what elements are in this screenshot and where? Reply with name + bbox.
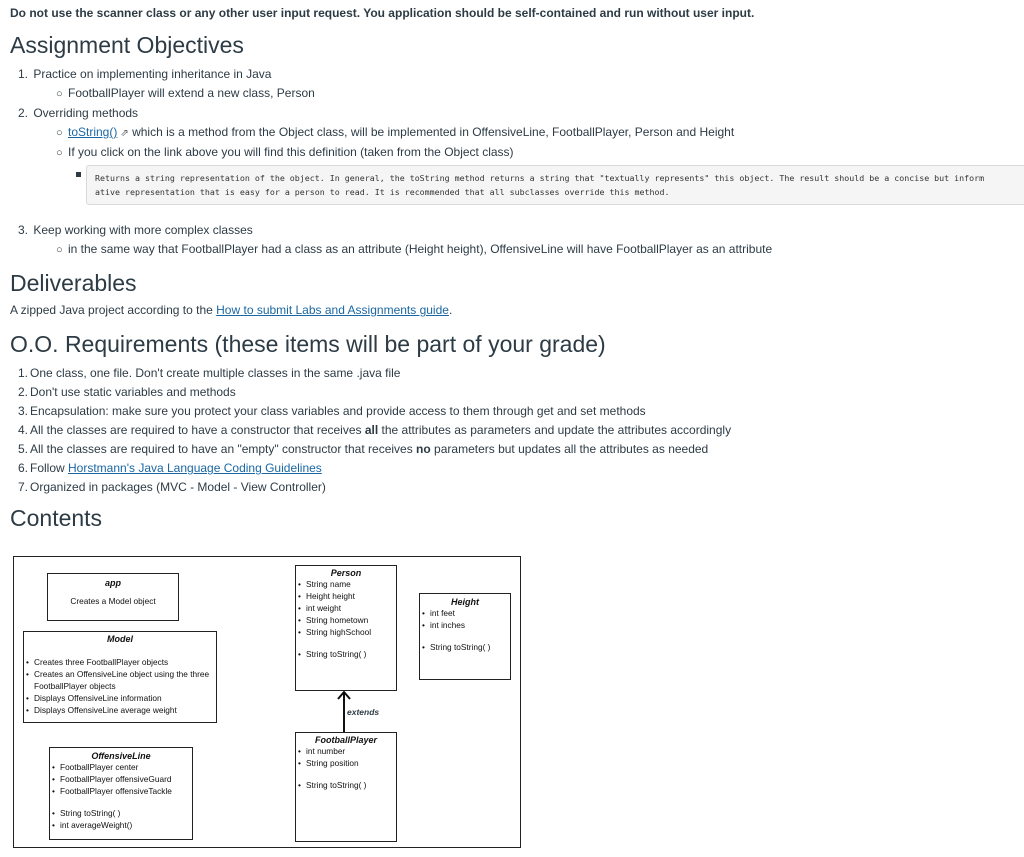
- code-block-row: [76, 165, 1014, 205]
- requirements-list: [10, 364, 1014, 497]
- footballplayer-class-box: FootballPlayer • int number • String position • String toString( ): [295, 732, 397, 842]
- list-item: 4. All the classes are required to have a constructor that receives all the attributes as parameters and update the attributes accordingly: [18, 423, 732, 437]
- requirements-heading: O.O. Requirements (these items will be part of your grade): [10, 331, 606, 357]
- top-note: Do not use the scanner class or any other user input request. You application should be self-contained and run without user input.: [10, 6, 755, 20]
- list-item: 1. One class, one file. Don't create multiple classes in the same .java file: [18, 366, 401, 380]
- model-class-box: Model • Creates three FootballPlayer objects • Creates an OffensiveLine object using the three FootballPlayer objects • Displays OffensiveLine information • Displays OffensiveLine average weight: [23, 631, 217, 723]
- list-item: 1. Practice on implementing inheritance in Java ○ FootballPlayer will extend a new class, Person: [10, 65, 1014, 104]
- list-item: 3. Encapsulation: make sure you protect your class variables and provide access to them through get and set methods: [18, 404, 646, 418]
- list-item: 2. Don't use static variables and methods: [18, 385, 236, 399]
- list-item: ○ in the same way that FootballPlayer had a class as an attribute (Height height), OffensiveLine will have FootballPlayer as an attribute: [56, 242, 773, 256]
- height-class-box: Height • int feet • int inches • String toString( ): [419, 593, 511, 680]
- list-item: ○ FootballPlayer will extend a new class, Person: [56, 86, 315, 100]
- person-class-box: Person • String name • Height height • int weight • String hometown • String highSchool • String toString( ): [295, 565, 397, 691]
- tostring-link[interactable]: toString(): [68, 125, 118, 139]
- external-link-icon: ⇗: [120, 128, 129, 139]
- contents-heading: Contents: [10, 505, 103, 531]
- list-item: 7. Organized in packages (MVC - Model - View Controller): [18, 480, 326, 494]
- objectives-list: [10, 65, 1014, 260]
- square-bullet-icon: [76, 172, 81, 177]
- list-item: ○ toString() ⇗ which is a method from the Object class, will be implemented in OffensiveLine, FootballPlayer, Person and Height: [56, 125, 735, 139]
- extends-label: extends: [347, 707, 380, 717]
- offensiveline-class-box: OffensiveLine • FootballPlayer center • FootballPlayer offensiveGuard • FootballPlayer offensiveTackle • String toString( ) • int averageWeight(): [49, 747, 193, 840]
- list-item: 6. Follow Horstmann's Java Language Coding Guidelines: [18, 461, 322, 475]
- code-block: Returns a string representation of the object. In general, the toString method returns a string that "textually represents" this object. The result should be a concise but inform ative representation that is easy for a person to read. It is recommended that all subclasses override this method.: [86, 165, 1024, 205]
- deliverables-text: A zipped Java project according to the How to submit Labs and Assignments guide.: [10, 303, 453, 317]
- list-item: 5. All the classes are required to have an "empty" constructor that receives no parameters but updates all the attributes as needed: [18, 442, 709, 456]
- class-diagram: [13, 556, 521, 848]
- app-class-box: app Creates a Model object: [47, 573, 179, 621]
- submit-guide-link[interactable]: How to submit Labs and Assignments guide: [216, 303, 449, 317]
- list-item: 3. Keep working with more complex classes ○ in the same way that FootballPlayer had a class as an attribute (Height height), OffensiveLine will have FootballPlayer as an attribute: [10, 221, 1014, 260]
- objectives-heading: Assignment Objectives: [10, 32, 244, 58]
- deliverables-heading: Deliverables: [10, 270, 137, 296]
- coding-guidelines-link[interactable]: Horstmann's Java Language Coding Guidelines: [68, 461, 322, 475]
- list-item: 2. Overriding methods ○ toString() ⇗ which is a method from the Object class, will be implemented in OffensiveLine, FootballPlayer, Person and Height ○ If you click on the link above you will find this definition (taken from the Object class) Returns a string representation of the object. In general, the toString method returns a string that "textually represents" this object. The result should be a concise but inform ative representation that is easy for a person to read. It is recommended that all subclasses override this method.: [10, 104, 1014, 221]
- list-item: ○ If you click on the link above you will find this definition (taken from the Object class): [56, 145, 514, 159]
